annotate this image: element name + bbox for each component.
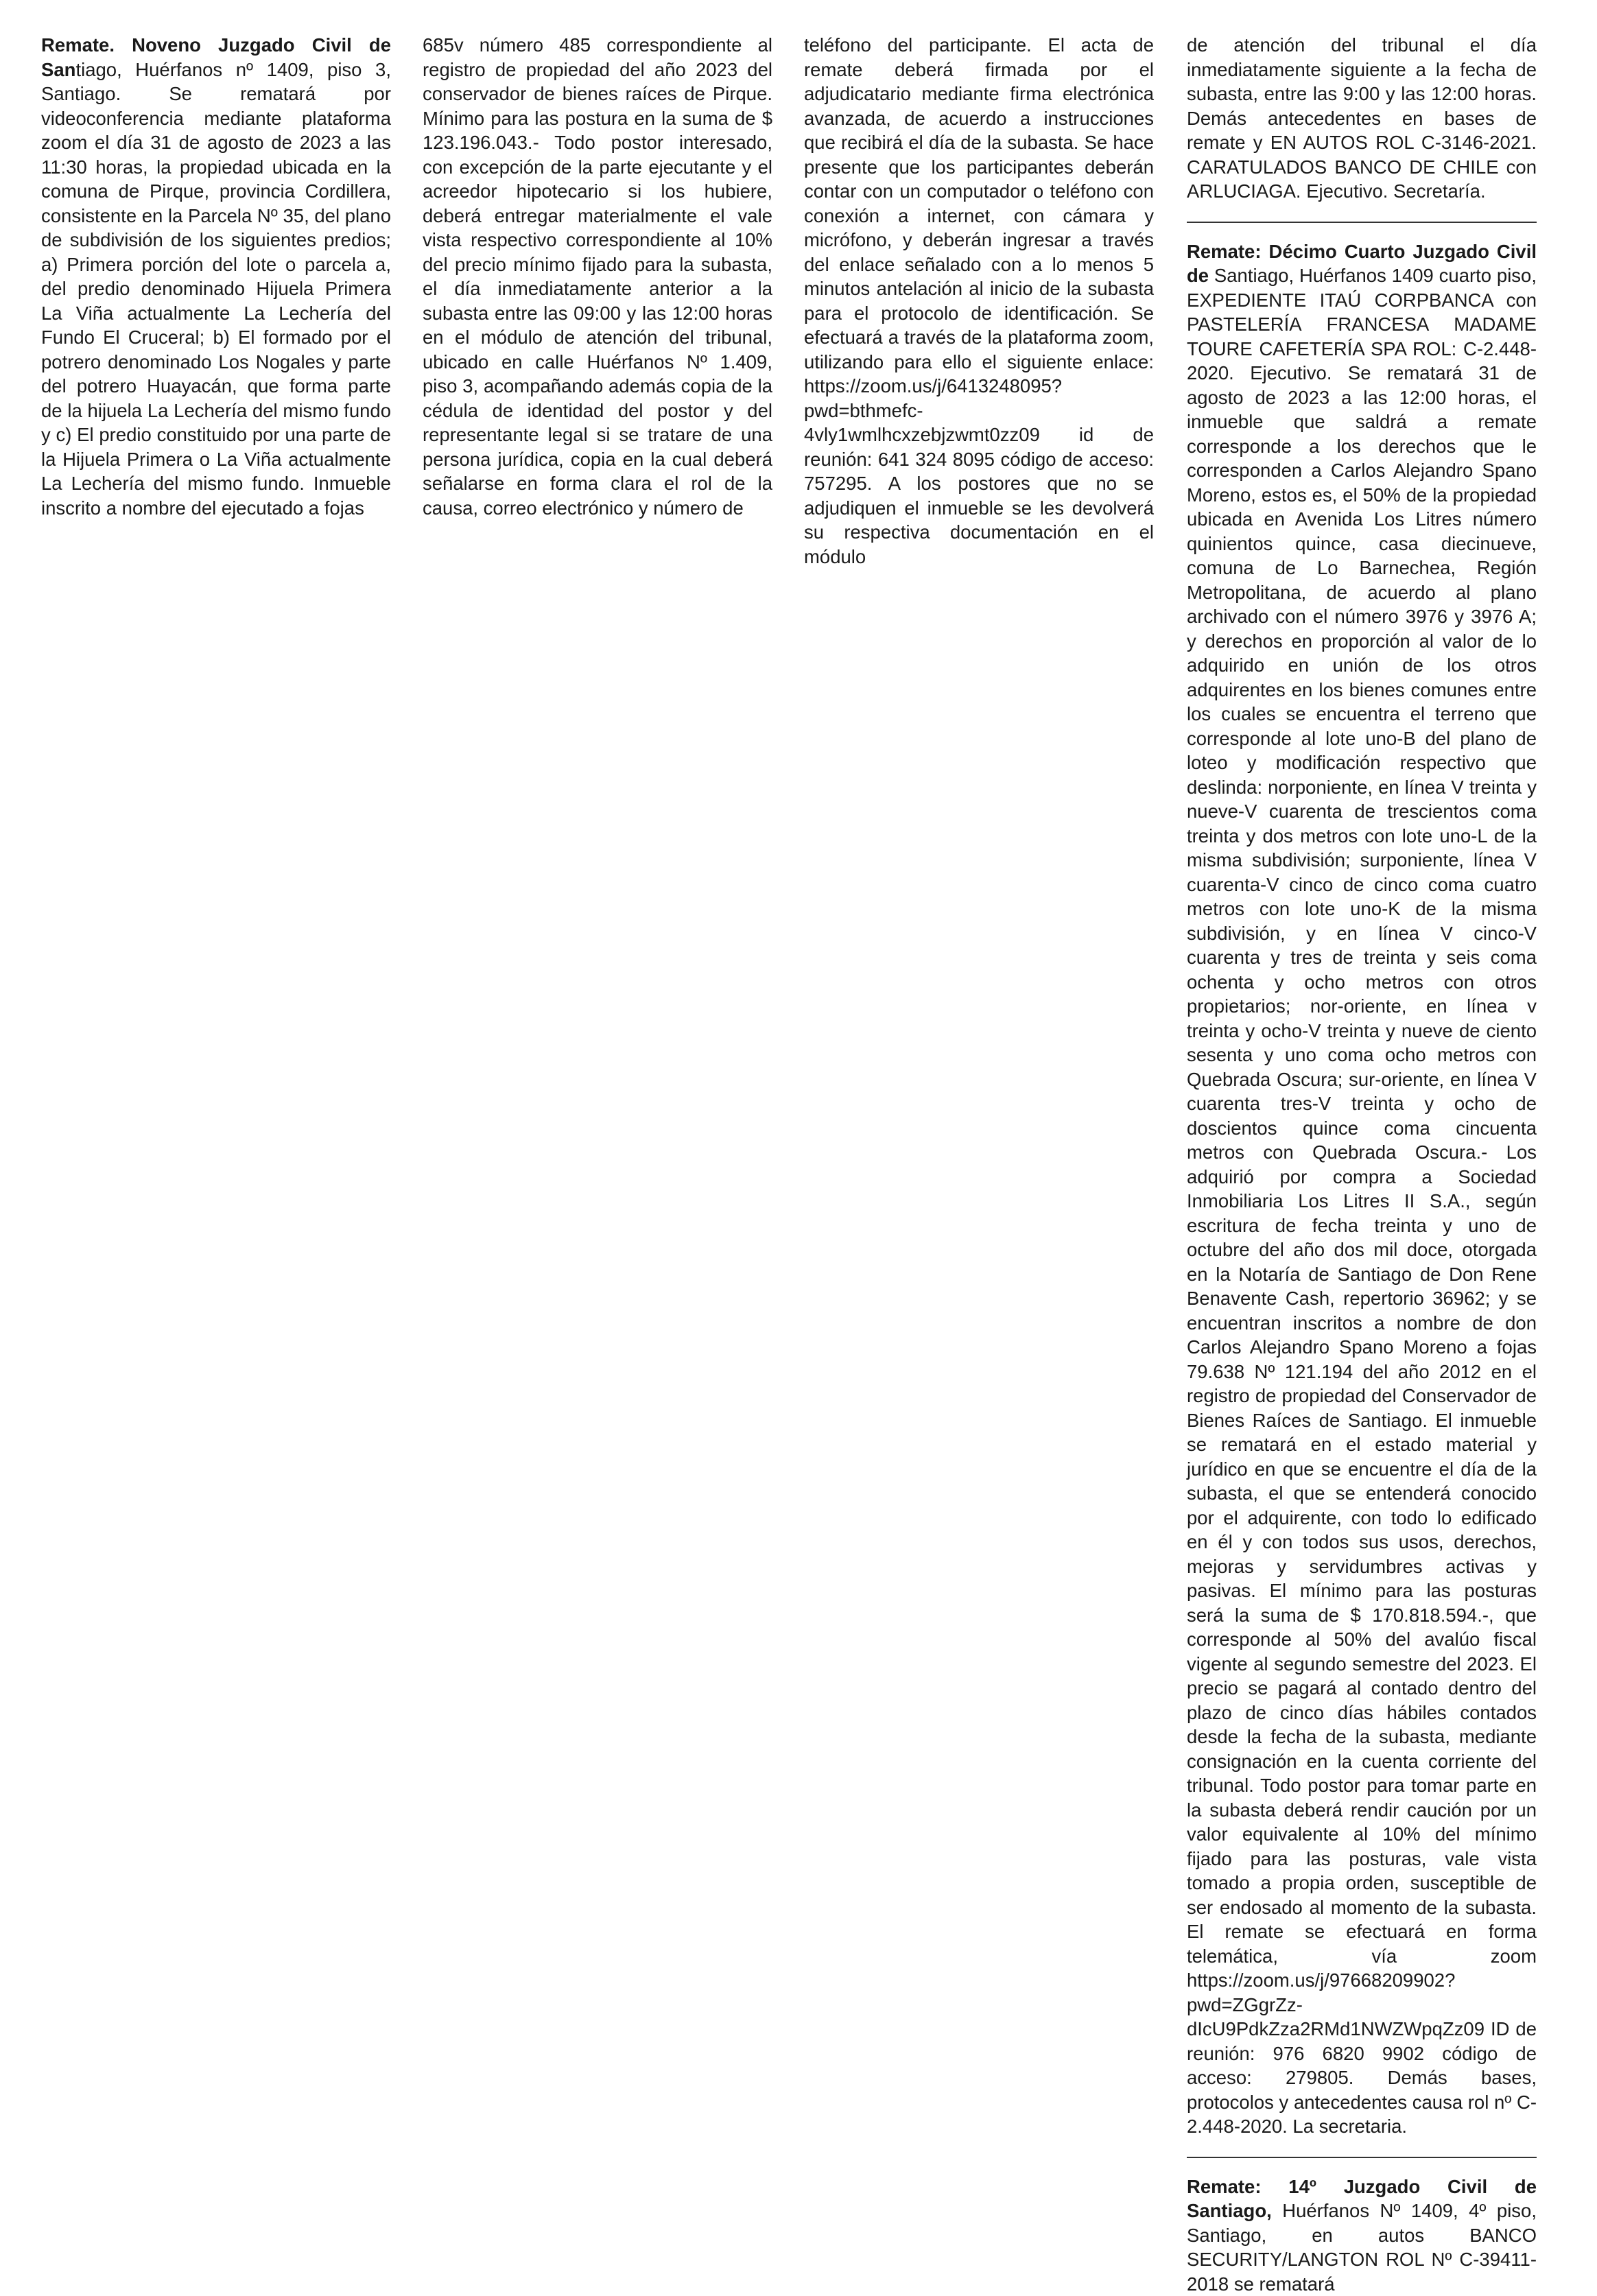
- notice-lead: Remate: 14º Juzgado Civil de Santiago,: [1187, 2176, 1537, 2222]
- column-4: [1187, 33, 1537, 2296]
- notice-body: 685v número 485 correspondiente al registro de propiedad del año 2023 del conservador de bienes raíces de Pirque. Mínimo para las postura en la suma de $ 123.196.043.- Todo postor interesado, con excepción de la parte ejecutante y el acreedor hipotecario si los hubiere, deberá entregar materialmente el vale vista respectivo correspondiente al 10% del precio mínimo fijado para la subasta, el día inmediatamente anterior a la subasta entre las 09:00 y las 12:00 horas en el módulo de atención del tribunal, ubicado en calle Huérfanos Nº 1.409, piso 3, acompañando además copia de la cédula de identidad del postor y del representante legal si se tratare de una persona jurídica, copia en la cual deberá señalarse en forma clara el rol de la causa, correo electrónico y número de: [423, 34, 772, 519]
- notice-noveno-juzgado: [41, 33, 391, 520]
- section-divider: [1187, 222, 1537, 223]
- notice-body: tiago, Huérfanos nº 1409, piso 3, Santiago. Se rematará por videoconferencia mediante plataforma zoom el día 31 de agosto de 2023 a las 11:30 horas, la propiedad ubicada en la comuna de Pirque, provincia Cordillera, consistente en la Parcela Nº 35, del plano de subdivisión de los siguientes predios; a) Primera porción del lote o parcela a, del predio denominado Hijuela Primera La Viña actualmente La Lechería del Fundo El Cruceral; b) El formado por el potrero denominado Los Nogales y parte del potrero Huayacán, que forma parte de la hijuela La Lechería del mismo fundo y c) El predio constituido por una parte de la Hijuela Primera o La Viña actualmente La Lechería del mismo fundo. Inmueble inscrito a nombre del ejecutado a fojas: [41, 59, 391, 519]
- notice-body: de atención del tribunal el día inmediatamente siguiente a la fecha de subasta, entre las 9:00 y las 12:00 horas. Demás antecedentes en bases de remate y EN AUTOS ROL C-3146-2021. CARATULADOS BANCO DE CHILE con ARLUCIAGA. Ejecutivo. Secretaría.: [1187, 34, 1537, 202]
- notice-body: teléfono del participante. El acta de remate deberá firmada por el adjudicatario mediante firma electrónica avanzada, de acuerdo a instrucciones que recibirá el día de la subasta. Se hace presente que los participantes deberán contar con un computador o teléfono con conexión a internet, con cámara y micrófono, y deberán ingresar a través del enlace señalado con a lo menos 5 minutos antelación al inicio de la subasta para el protocolo de identificación. Se efectuará a través de la plataforma zoom, utilizando para ello el siguiente enlace: https://zoom.us/j/6413248095?pwd=bthmefc-4vly1wmlhcxzebjzwmt0zz09 id de reunión: 641 324 8095 código de acceso: 757295. A los postores que no se adjudiquen el inmueble se les devolverá su respectiva documentación en el módulo: [804, 34, 1154, 567]
- notice-continuation: [804, 33, 1154, 569]
- notice-lead: Remate. Noveno Juzgado Civil de San: [41, 34, 391, 80]
- column-1: [41, 33, 391, 520]
- notice-14-juzgado: [1187, 2175, 1537, 2296]
- notice-continuation: [423, 33, 772, 520]
- notice-decimo-cuarto-juzgado: [1187, 239, 1537, 2139]
- notice-lead: Remate: Décimo Cuarto Juzgado Civil de: [1187, 241, 1537, 287]
- notice-body: Santiago, Huérfanos 1409 cuarto piso, EXPEDIENTE ITAÚ CORPBANCA con PASTELERÍA FRANCESA MADAME TOURE CAFETERÍA SPA ROL: C-2.448-2020. Ejecutivo. Se rematará 31 de agosto de 2023 a las 12:00 horas, el inmueble que saldrá a remate corresponde a los derechos que le corresponden a Carlos Alejandro Spano Moreno, estos es, el 50% de la propiedad ubicada en Avenida Los Litres número quinientos quince, casa diecinueve, comuna de Lo Barnechea, Región Metropolitana, de acuerdo al plano archivado con el número 3976 y 3976 A; y derechos en proporción al valor de lo adquirido en unión de los otros adquirentes en los bienes comunes entre los cuales se encuentra el terreno que corresponde al lote uno-B del plano de loteo y modificación respectivo que deslinda: norponiente, en línea V treinta y nueve-V cuarenta de trescientos coma treinta y dos metros con lote uno-L de la misma subdivisión; surponiente, línea V cuarenta-V cinco de cinco coma cuatro metros con lote uno-K de la misma subdivisión, y en línea V cinco-V cuarenta y tres de treinta y seis coma ochenta y ocho metros con otros propietarios; nor-oriente, en línea v treinta y ocho-V treinta y nueve de ciento sesenta y uno coma ocho metros con Quebrada Oscura; sur-oriente, en línea V cuarenta tres-V treinta y ocho de doscientos quince coma cincuenta metros con Quebrada Oscura.- Los adquirió por compra a Sociedad Inmobiliaria Los Litres II S.A., según escritura de fecha treinta y uno de octubre del año dos mil doce, otorgada en la Notaría de Santiago de Don Rene Benavente Cash, repertorio 36962; y se encuentran inscritos a nombre de don Carlos Alejandro Spano Moreno a fojas 79.638 Nº 121.194 del año 2012 en el registro de propiedad del Conservador de Bienes Raíces de Santiago. El inmueble se rematará en el estado material y jurídico en que se encuentre el día de la subasta, el que se entenderá conocido por el adquirente, con todo lo edificado en él y con todos sus usos, derechos, mejoras y servidumbres activas y pasivas. El mínimo para las posturas será la suma de $ 170.818.594.-, que corresponde al 50% del avalúo fiscal vigente al segundo semestre del 2023. El precio se pagará al contado dentro del plazo de cinco días hábiles contados desde la fecha de la subasta, mediante consignación en la cuenta corriente del tribunal. Todo postor para tomar parte en la subasta deberá rendir caución por un valor equivalente al 10% del mínimo fijado para las posturas, vale vista tomado a propia orden, susceptible de ser endosado al momento de la subasta. El remate se efectuará en forma telemática, vía zoom https://zoom.us/j/97668209902?pwd=ZGgrZz-dIcU9PdkZza2RMd1NWZWpqZz09 ID de reunión: 976 6820 9902 código de acceso: 279805. Demás bases, protocolos y antecedentes causa rol nº C-2.448-2020. La secretaria.: [1187, 265, 1537, 2137]
- column-2: [423, 33, 772, 520]
- notice-body: Huérfanos Nº 1409, 4º piso, Santiago, en autos BANCO SECURITY/LANGTON ROL Nº C-39411-2018 se rematará: [1187, 2200, 1537, 2295]
- column-3: [804, 33, 1154, 569]
- section-divider: [1187, 2157, 1537, 2158]
- notice-continuation: [1187, 33, 1537, 204]
